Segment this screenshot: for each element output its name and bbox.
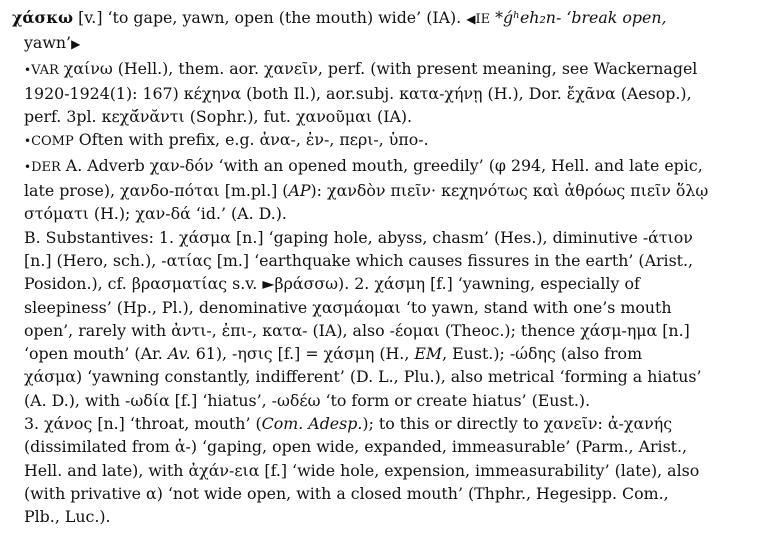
entry-line [12, 249, 764, 272]
entry-line [12, 57, 764, 82]
entry-text: ): χανδὸν πιεῖν· κεχηνότως καὶ ἀθρόως πιεῖν ὅλῳ [310, 181, 709, 201]
reference-arrow-icon: ◀ [466, 12, 476, 26]
entry-text: (dissimilated from ἁ-) ‘gaping, open wide, expanded, immeasurable’ (Parm., Arist., [24, 437, 688, 457]
dictionary-entry [12, 6, 764, 529]
entry-line [12, 154, 764, 179]
entry-line [12, 179, 764, 202]
entry-line [12, 319, 764, 342]
section-label: COMP [31, 134, 74, 150]
entry-text: χάσμα) ‘yawning constantly, indifferent’ (D. L., Plu.), also metrical ‘forming a hiatus’ [24, 367, 702, 387]
bullet-icon: • [24, 62, 32, 77]
entry-text: perf. 3pl. κεχᾰ́νᾰντι (Sophr.), fut. χανοῦμαι (IA). [24, 107, 413, 127]
entry-line [12, 365, 764, 388]
italic-text: EM [414, 344, 443, 364]
section-label: IE [475, 12, 491, 27]
entry-line [12, 226, 764, 249]
entry-line [12, 31, 764, 56]
italic-text: Com. Adesp. [261, 414, 363, 434]
entry-text: στόματι (H.); χαν-δά ‘id.’ (A. D.). [24, 204, 287, 224]
entry-line [12, 435, 764, 458]
entry-line [12, 128, 764, 153]
entry-text: (with privative α) ‘not wide open, with a closed mouth’ (Thphr., Hegesipp. Com., [24, 483, 669, 503]
entry-line [12, 296, 764, 319]
entry-text: (A. D.), with -ωδία [f.] ‘hiatus’, -ωδέω ‘to form or create hiatus’ (Eust.). [24, 390, 591, 410]
italic-text: Av. [167, 344, 191, 364]
section-label: VAR [31, 62, 59, 78]
reference-arrow-icon: ▶ [71, 37, 81, 52]
entry-line [12, 459, 764, 482]
section-label: DER [31, 159, 61, 175]
entry-text: 3. χάνος [n.] ‘throat, mouth’ ( [24, 414, 262, 434]
italic-text: AP [288, 181, 311, 201]
entry-line [12, 342, 764, 365]
entry-text: ‘open mouth’ (Ar. [24, 344, 168, 364]
entry-text: 1920-1924(1): 167) κέχηνα (both Il.), aor.subj. κατα-χήνῃ (H.), Dor. ἔχᾶνα (Aesop.), [24, 83, 692, 103]
entry-text: Posidon.), cf. βρασματίας s.v. ►βράσσω). 2. χάσμη [f.] ‘yawning, especially of [24, 274, 640, 294]
entry-text: open’, rarely with ἀντι-, ἐπι-, κατα- (IA), also -έομαι (Theoc.); thence χάσμ-ημα [n.] [24, 320, 690, 340]
entry-line [12, 412, 764, 435]
entry-text: B. Substantives: 1. χάσμα [n.] ‘gaping hole, abyss, chasm’ (Hes.), diminutive -άτιον [24, 227, 693, 247]
entry-line [12, 202, 764, 225]
entry-text: [v.] ‘to gape, yawn, open (the mouth) wide’ (IA). [73, 8, 467, 27]
entry-line [12, 105, 764, 128]
entry-text: Often with prefix, e.g. ἀνα-, ἐν-, περι-, ὑπο-. [73, 130, 429, 150]
entry-line [12, 272, 764, 295]
bullet-icon: • [24, 159, 32, 174]
entry-text: sleepiness’ (Hp., Pl.), denominative χασμάομαι ‘to yawn, stand with one’s mouth [24, 297, 672, 317]
entry-line [12, 82, 764, 105]
headword: χάσκω [12, 8, 74, 27]
entry-line [12, 482, 764, 505]
entry-line [12, 389, 764, 412]
entry-line [12, 6, 764, 31]
italic-text: *ǵʰeh₂n- ‘break open, [490, 8, 667, 27]
entry-text: A. Adverb χαν-δόν ‘with an opened mouth, greedily’ (φ 294, Hell. and late epic, [60, 155, 703, 175]
entry-text: , Eust.); -ώδης (also from [442, 344, 643, 364]
entry-text: ); to this or directly to χανεῖν: ἀ-χανής [362, 414, 673, 434]
entry-text: yawn’ [24, 33, 72, 53]
entry-text: χαίνω (Hell.), them. aor. χανεῖν, perf. (with present meaning, see Wackernagel [58, 58, 698, 78]
entry-text: 61), -ησις [f.] = χάσμη (H., [190, 344, 415, 364]
entry-line [12, 505, 764, 528]
entry-text: [n.] (Hero, sch.), -ατίας [m.] ‘earthquake which causes fissures in the earth’ (Arist., [24, 250, 694, 270]
entry-text: late prose), χανδο-πόται [m.pl.] ( [24, 181, 289, 201]
entry-text: Plb., Luc.). [24, 507, 111, 527]
entry-text: Hell. and late), with ἀχάν-εια [f.] ‘wide hole, expension, immeasurability’ (late), also [24, 460, 700, 480]
bullet-icon: • [24, 134, 32, 149]
